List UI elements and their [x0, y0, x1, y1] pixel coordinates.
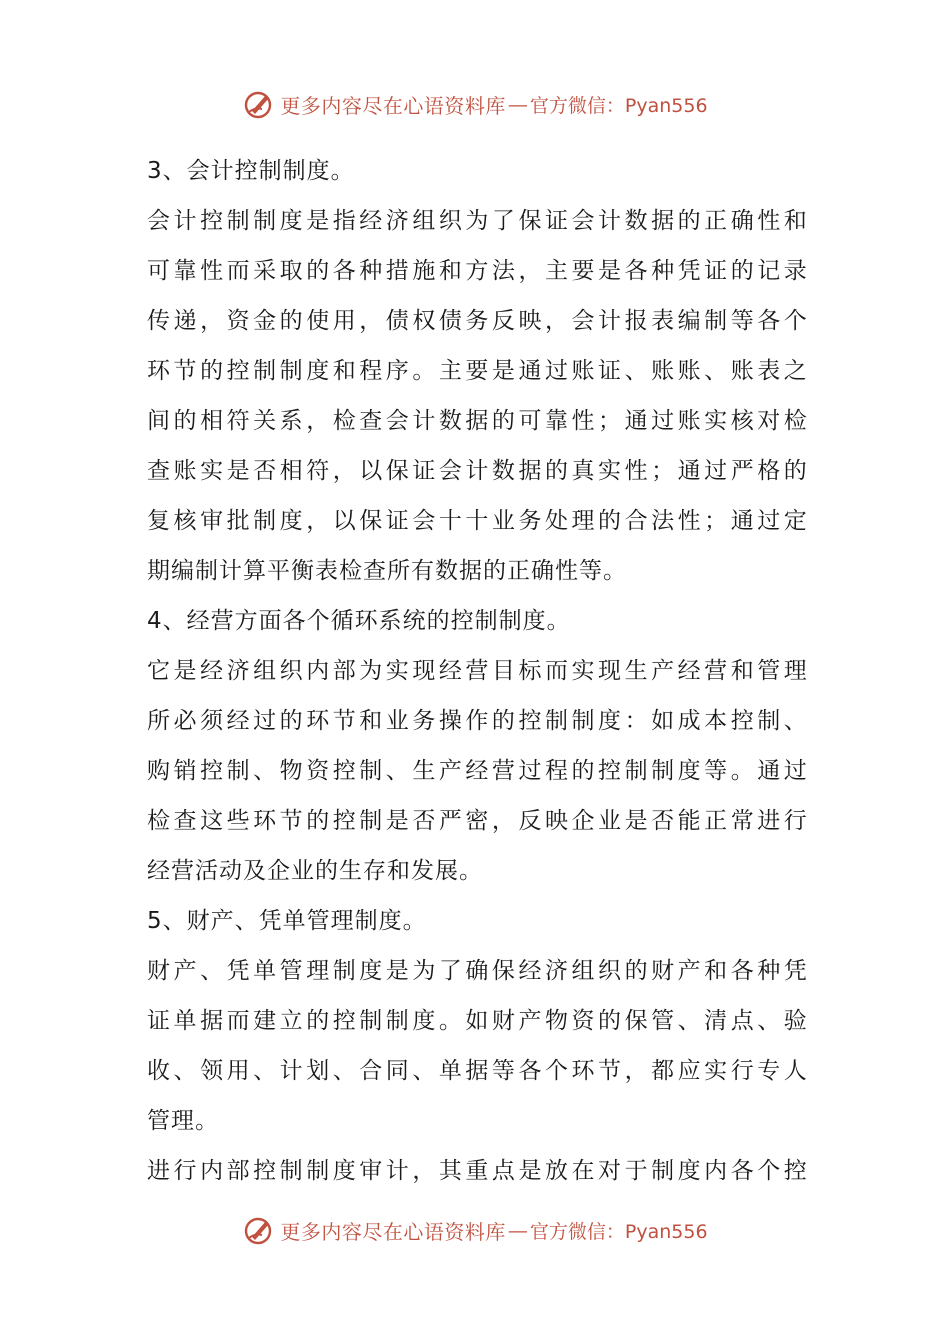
text-line: 5、财产、凭单管理制度。: [147, 908, 427, 934]
text-line: 证 单 据 而 建 立 的 控 制 制 度 。 如 财 产 物 资 的 保 管 、 清 点 、 验: [147, 1008, 807, 1034]
text-line: 复 核 审 批 制 度 ， 以 保 证 会 十 十 业 务 处 理 的 合 法 性 ； 通 过 定: [147, 508, 807, 534]
text-line: 收 、 领 用 、 计 划 、 合 同 、 单 据 等 各 个 环 节 ， 都 应 实 行 专 人: [147, 1058, 807, 1084]
text-line: 财 产 、 凭 单 管 理 制 度 是 为 了 确 保 经 济 组 织 的 财 产 和 各 种 凭: [147, 958, 807, 984]
banner-separator: —: [507, 1218, 528, 1242]
text-line: 间 的 相 符 关 系 ， 检 查 会 计 数 据 的 可 靠 性 ； 通 过 账 实 核 对 检: [147, 408, 807, 434]
logo-icon: [242, 1213, 276, 1247]
banner-separator: —: [507, 92, 528, 116]
text-line: 所 必 须 经 过 的 环 节 和 业 务 操 作 的 控 制 制 度 ： 如 成 本 控 制 、: [147, 708, 807, 734]
banner-wechat: 官方微信：Pyan556: [529, 94, 708, 117]
text-line: 期编制计算平衡表检查所有数据的正确性等。: [147, 558, 627, 584]
text-line: 经营活动及企业的生存和发展。: [147, 858, 483, 884]
banner-wechat: 官方微信：Pyan556: [529, 1220, 708, 1243]
text-line: 可 靠 性 而 采 取 的 各 种 措 施 和 方 法 ， 主 要 是 各 种 凭 证 的 记 录: [147, 258, 807, 284]
header-banner: [0, 84, 950, 124]
banner-title: 更多内容尽在心语资料库: [280, 93, 506, 118]
text-line: 进 行 内 部 控 制 制 度 审 计 ， 其 重 点 是 放 在 对 于 制 度 内 各 个 控: [147, 1158, 807, 1184]
text-line: 检 查 这 些 环 节 的 控 制 是 否 严 密 ， 反 映 企 业 是 否 能 正 常 进 行: [147, 808, 807, 834]
text-line: 3、会计控制制度。: [147, 158, 355, 184]
banner-title: 更多内容尽在心语资料库: [280, 1219, 506, 1244]
document-body: [147, 146, 807, 1196]
footer-banner: [0, 1210, 950, 1250]
logo-icon: [242, 87, 276, 121]
text-line: 购 销 控 制 、 物 资 控 制 、 生 产 经 营 过 程 的 控 制 制 度 等 。 通 过: [147, 758, 807, 784]
text-line: 管理。: [147, 1108, 219, 1134]
text-line: 它 是 经 济 组 织 内 部 为 实 现 经 营 目 标 而 实 现 生 产 经 营 和 管 理: [147, 658, 807, 684]
text-line: 传 递 ， 资 金 的 使 用 ， 债 权 债 务 反 映 ， 会 计 报 表 编 制 等 各 个: [147, 308, 807, 334]
text-line: 查 账 实 是 否 相 符 ， 以 保 证 会 计 数 据 的 真 实 性 ； 通 过 严 格 的: [147, 458, 807, 484]
text-line: 4、经营方面各个循环系统的控制制度。: [147, 608, 571, 634]
text-line: 环 节 的 控 制 制 度 和 程 序 。 主 要 是 通 过 账 证 、 账 账 、 账 表 之: [147, 358, 807, 384]
text-line: 会 计 控 制 制 度 是 指 经 济 组 织 为 了 保 证 会 计 数 据 的 正 确 性 和: [147, 208, 807, 234]
